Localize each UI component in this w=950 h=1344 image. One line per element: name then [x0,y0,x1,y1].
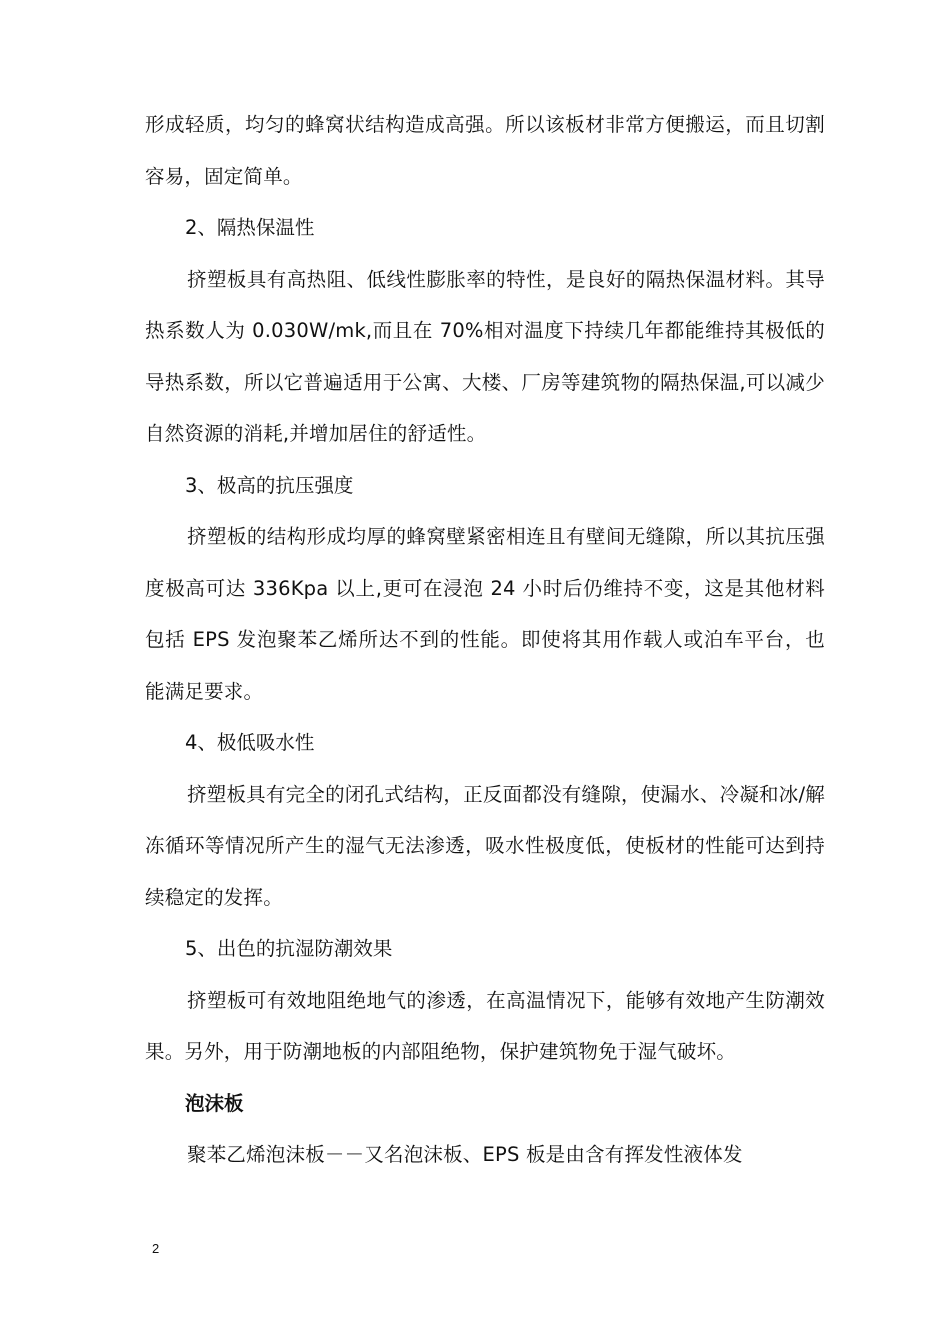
section-heading-foam-board: 泡沫板 [185,1091,244,1115]
page-number: 2 [152,1241,160,1256]
paragraph-foam-board: 聚苯乙烯泡沫板－－又名泡沫板、EPS 板是由含有挥发性液体发 [187,1143,743,1166]
section-heading-moisture-resistance: 5、出色的抗湿防潮效果 [185,937,393,960]
section-heading-water-absorption: 4、极低吸水性 [185,731,315,754]
section-heading-compressive-strength: 3、极高的抗压强度 [185,473,354,497]
section-heading-insulation: 2、隔热保温性 [185,216,315,239]
paragraph-compressive-strength: 挤塑板的结构形成均厚的蜂窝壁紧密相连且有壁间无缝隙，所以其抗压强度极高可达 336Kpa 以上,更可在浸泡 24 小时后仍维持不变，这是其他材料包括 EPS 发泡聚苯乙烯所达不到的性能。即使将其用作载人或泊车平台，也能满足要求。 [145,525,825,703]
paragraph-moisture-resistance: 挤塑板可有效地阻绝地气的渗透，在高温情况下，能够有效地产生防潮效果。另外，用于防潮地板的内部阻绝物，保护建筑物免于湿气破坏。 [145,988,825,1063]
paragraph-water-absorption: 挤塑板具有完全的闭孔式结构，正反面都没有缝隙，使漏水、冷凝和冰/解冻循环等情况所产生的湿气无法渗透，吸水性极度低，使板材的性能可达到持续稳定的发挥。 [145,782,825,909]
paragraph-insulation: 挤塑板具有高热阻、低线性膨胀率的特性，是良好的隔热保温材料。其导热系数人为 0.030W/mk,而且在 70%相对温度下持续几年都能维持其极低的导热系数，所以它普遍适用于公寓、大楼、厂房等建筑物的隔热保温,可以减少自然资源的消耗,并增加居住的舒适性。 [145,267,825,445]
page-content [145,99,825,1181]
paragraph-continuation: 形成轻质，均匀的蜂窝状结构造成高强。所以该板材非常方便搬运，而且切割容易，固定简单。 [145,113,825,188]
